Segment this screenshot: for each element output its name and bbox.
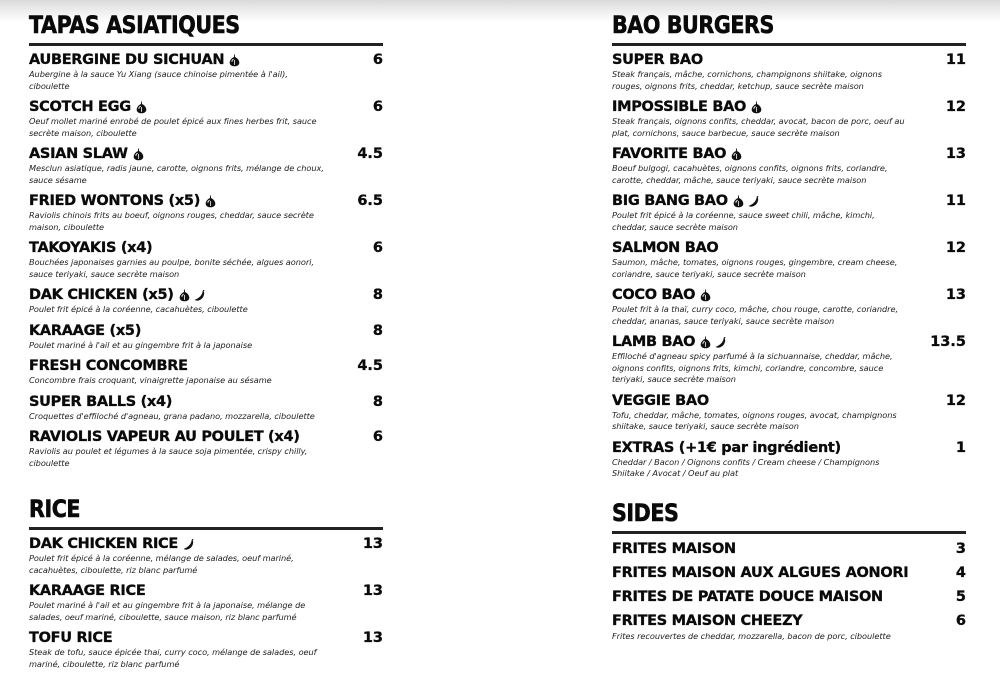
menu-item-name: FRESH CONCOMBRE <box>29 358 188 374</box>
menu-item-name-wrap <box>612 393 709 409</box>
menu-item-description: Poulet frit épicé à la coréenne, mélange de salades, oeuf mariné, cacahuètes, ciboulette, riz blanc parfumé <box>29 553 294 575</box>
menu-item-price: 6.5 <box>357 193 383 209</box>
menu-item-name-wrap <box>612 52 703 68</box>
chili-pepper-icon <box>193 288 206 302</box>
menu-item <box>612 333 966 386</box>
section-title: SIDES <box>612 499 679 527</box>
menu-item <box>29 286 383 316</box>
menu-item-price: 13 <box>362 583 383 599</box>
menu-item-icons <box>699 335 727 349</box>
garlic-icon <box>730 147 743 161</box>
menu-item-icons <box>182 537 195 551</box>
menu-item-price: 8 <box>372 393 383 410</box>
item-list <box>29 51 383 469</box>
menu-item <box>612 539 966 559</box>
menu-item-icons <box>699 288 712 302</box>
menu-item-price: 4.5 <box>357 358 383 374</box>
menu-item-name: TOFU RICE <box>29 630 113 646</box>
garlic-icon <box>699 288 712 302</box>
menu-item-name: EXTRAS (+1€ par ingrédient) <box>612 439 841 456</box>
menu-item-description: Steak de tofu, sauce épicée thai, curry coco, mélange de salades, oeuf mariné, ciboulette, riz blanc parfumé <box>29 647 317 669</box>
menu-item-price: 12 <box>945 240 966 256</box>
garlic-icon <box>750 100 763 114</box>
section-rice <box>29 496 383 676</box>
menu-item-name-wrap <box>29 583 145 599</box>
menu-item-price: 13 <box>362 536 383 552</box>
item-list <box>612 539 966 643</box>
menu-item-header <box>612 98 966 116</box>
menu-item-header <box>612 333 966 351</box>
menu-item-description: Poulet mariné à l'ail et au gingembre frit à la japonaise <box>29 339 253 350</box>
menu-item-icons <box>178 288 206 302</box>
menu-item-price: 4.5 <box>357 146 383 162</box>
menu-item-name: FRITES MAISON CHEEZY <box>612 613 803 629</box>
menu-item-description: Croquettes d'effiloché d'agneau, grana padano, mozzarella, ciboulette <box>29 410 315 421</box>
menu-item-name-wrap <box>29 323 141 339</box>
menu-item-description: Effiloché d'agneau spicy parfumé à la sichuannaise, cheddar, mâche, oignons confits, oignons frits, kimchi, coriandre, concombre, sauce teriyaki, sauce secrète maison <box>612 351 893 384</box>
menu-item-price: 4 <box>955 565 966 581</box>
menu-item-header <box>29 51 383 69</box>
chili-pepper-icon <box>747 194 760 208</box>
menu-item-description: Saumon, mâche, tomates, oignons rouges, gingembre, cream cheese, coriandre, sauce teriyaki, sauce secrète maison <box>612 257 898 279</box>
garlic-icon <box>135 100 148 114</box>
menu-item-name-wrap <box>612 613 802 629</box>
menu-item-name-wrap <box>612 287 712 303</box>
menu-item-name-wrap <box>29 146 145 162</box>
menu-item-icons <box>730 147 743 161</box>
menu-item <box>612 192 966 233</box>
menu-item-price: 5 <box>955 589 966 605</box>
section-title: TAPAS ASIATIQUES <box>29 11 240 39</box>
menu-item-price: 6 <box>955 613 966 629</box>
menu-item-header <box>29 239 383 257</box>
menu-item-name-wrap <box>612 440 841 456</box>
section-divider <box>29 43 383 46</box>
menu-item <box>29 51 383 92</box>
menu-item <box>612 51 966 92</box>
menu-item-description: Tofu, cheddar, mâche, tomates, oignons rouges, avocat, champignons shiitake, sauce teriyaki, sauce secrète maison <box>612 409 897 431</box>
menu-item-header <box>612 611 966 631</box>
menu-item-name: DAK CHICKEN (x5) <box>29 287 174 303</box>
menu-item <box>612 439 966 480</box>
menu-item-header <box>612 587 966 607</box>
menu-item <box>29 357 383 387</box>
menu-item-header <box>29 582 383 600</box>
garlic-icon <box>178 288 191 302</box>
menu-item-description: Poulet frit épicé à la coréenne, sauce sweet chili, mâche, kimchi, cheddar, sauce secrète maison <box>612 210 875 232</box>
menu-item-name: FRITES DE PATATE DOUCE MAISON <box>612 589 883 605</box>
menu-item <box>29 582 383 623</box>
menu-item-description: Mesclun asiatique, radis jaune, carotte, oignons frits, mélange de choux, sauce sésame <box>29 163 324 185</box>
menu-item-name-wrap <box>29 287 206 303</box>
menu-item-price: 6 <box>372 240 383 256</box>
menu-item-header <box>29 357 383 375</box>
menu-item-name: IMPOSSIBLE BAO <box>612 99 747 115</box>
garlic-icon <box>699 335 712 349</box>
menu-item-header <box>29 428 383 446</box>
menu-item-icons <box>732 194 760 208</box>
menu-item <box>29 322 383 352</box>
section-tapas <box>29 12 383 475</box>
menu-item-name: LAMB BAO <box>612 334 696 350</box>
menu-item-header <box>612 439 966 457</box>
menu-item-name: KARAAGE RICE <box>29 583 146 599</box>
menu-item-name: FAVORITE BAO <box>612 146 727 162</box>
menu-item-name-wrap <box>29 99 148 115</box>
menu-item-name-wrap <box>29 630 112 646</box>
menu-item-price: 8 <box>372 322 383 339</box>
menu-item <box>612 98 966 139</box>
menu-item-name-wrap <box>612 146 743 162</box>
menu-item-name: BIG BANG BAO <box>612 193 728 209</box>
menu-item-description: Cheddar / Bacon / Oignons confits / Cream cheese / Champignons Shiitake / Avocat / Oeuf au plat <box>612 456 880 478</box>
menu-item-header <box>29 192 383 210</box>
menu-item-name: SUPER BAO <box>612 52 703 68</box>
menu-item-price: 3 <box>955 541 966 557</box>
menu-item <box>612 239 966 280</box>
menu-item-header <box>612 392 966 410</box>
menu-item-header <box>612 51 966 69</box>
menu-item-name: FRITES MAISON AUX ALGUES AONORI <box>612 565 909 581</box>
menu-item-name: VEGGIE BAO <box>612 392 709 409</box>
menu-item-name-wrap <box>612 565 908 581</box>
menu-item-icons <box>228 53 241 67</box>
menu-item-header <box>612 145 966 163</box>
menu-item-description: Steak français, oignons confits, cheddar, avocat, bacon de porc, oeuf au plat, cornichons, sauce barbecue, sauce secrète maison <box>612 116 905 138</box>
menu-item-name-wrap <box>29 429 300 445</box>
section-divider <box>612 531 966 534</box>
menu-item-price: 12 <box>945 99 966 115</box>
menu-item-name-wrap <box>29 536 195 552</box>
menu-item-description: Raviolis chinois frits au boeuf, oignons rouges, cheddar, sauce secrète maison, ciboulette <box>29 210 314 232</box>
menu-item-header <box>612 563 966 583</box>
menu-item-description: Poulet frit à la thaï, curry coco, mâche, chou rouge, carotte, coriandre, cheddar, ananas, sauce teriyaki, sauce secrète maison <box>612 304 898 326</box>
menu-item-header <box>612 239 966 257</box>
menu-item-name: DAK CHICKEN RICE <box>29 536 178 552</box>
menu-item-name: AUBERGINE DU SICHUAN <box>29 52 225 68</box>
menu-item-price: 13 <box>945 146 966 162</box>
section-bao-burgers <box>612 12 966 486</box>
menu-item-name: TAKOYAKIS (x4) <box>29 240 153 256</box>
menu-item <box>612 563 966 583</box>
menu-item-price: 6 <box>372 99 383 115</box>
garlic-icon <box>204 194 217 208</box>
menu-item-description: Bouchées japonaises garnies au poulpe, bonite séchée, algues aonori, sauce teriyaki, sauce secrète maison <box>29 257 314 279</box>
menu-item <box>29 239 383 280</box>
menu-item-icons <box>132 147 145 161</box>
item-list <box>29 535 383 670</box>
menu-item-name-wrap <box>29 52 241 68</box>
menu-item-name-wrap <box>612 240 718 256</box>
menu-item-name-wrap <box>29 394 172 410</box>
menu-item-price: 1 <box>955 439 966 456</box>
menu-item-price: 6 <box>372 429 383 445</box>
menu-item-header <box>29 629 383 647</box>
menu-item <box>612 286 966 327</box>
menu-item-name-wrap <box>612 334 727 350</box>
garlic-icon <box>228 53 241 67</box>
menu-item-name: RAVIOLIS VAPEUR AU POULET (x4) <box>29 429 300 445</box>
menu-item-name-wrap <box>29 240 152 256</box>
menu-item <box>612 611 966 643</box>
menu-item-name: FRITES MAISON <box>612 541 736 557</box>
menu-item-price: 6 <box>372 52 383 68</box>
menu-item-header <box>29 145 383 163</box>
menu-item-description: Boeuf bulgogi, cacahuètes, oignons confits, oignons frits, coriandre, carotte, cheddar, mâche, sauce teriyaki, sauce secrète maison <box>612 163 888 185</box>
menu-item-price: 13.5 <box>930 334 966 350</box>
menu-item <box>612 587 966 607</box>
menu-item-description: Raviolis au poulet et légumes à la sauce soja pimentée, crispy chilly, ciboulette <box>29 446 308 468</box>
menu-item <box>29 192 383 233</box>
menu-item-header <box>29 286 383 304</box>
menu-item <box>29 98 383 139</box>
menu-item-description: Concombre frais croquant, vinaigrette japonaise au sésame <box>29 375 272 385</box>
menu-item-name: FRIED WONTONS (x5) <box>29 193 201 209</box>
menu-item <box>612 392 966 433</box>
menu-item-name-wrap <box>29 358 188 374</box>
menu-item-name: SCOTCH EGG <box>29 99 131 115</box>
chili-pepper-icon <box>714 335 727 349</box>
menu-item-name-wrap <box>612 589 883 605</box>
menu-item <box>29 629 383 670</box>
section-sides <box>612 500 966 647</box>
menu-item <box>29 393 383 423</box>
menu-item-price: 12 <box>945 392 966 409</box>
menu-item-header <box>612 539 966 559</box>
menu-item-name: SUPER BALLS (x4) <box>29 393 173 410</box>
menu-item-header <box>29 322 383 340</box>
menu-item-name-wrap <box>29 193 217 209</box>
menu-item-price: 11 <box>945 193 966 209</box>
menu-item-icons <box>204 194 217 208</box>
chili-pepper-icon <box>182 537 195 551</box>
menu-item-name-wrap <box>612 541 736 557</box>
menu-item-description: Oeuf mollet mariné enrobé de poulet épicé aux fines herbes frit, sauce secrète maison, ciboulette <box>29 116 317 138</box>
menu-item-header <box>612 286 966 304</box>
menu-item <box>29 535 383 576</box>
section-divider <box>29 527 383 530</box>
menu-item-header <box>29 535 383 553</box>
menu-item-name-wrap <box>612 193 760 209</box>
garlic-icon <box>132 147 145 161</box>
menu-item-description: Steak français, mâche, cornichons, champignons shiitake, oignons rouges, oignons frits, cheddar, ketchup, sauce secrète maison <box>612 69 882 91</box>
menu-item-name: KARAAGE (x5) <box>29 322 142 339</box>
menu-item-price: 8 <box>372 287 383 303</box>
menu-item-description: Aubergine à la sauce Yu Xiang (sauce chinoise pimentée à l'ail), ciboulette <box>29 69 288 91</box>
section-title: BAO BURGERS <box>612 11 774 39</box>
menu-item-price: 13 <box>945 287 966 303</box>
menu-item-description: Poulet mariné à l'ail et au gingembre frit à la japonaise, mélange de salades, oeuf mariné, ciboulette, sauce maison, riz blanc parfumé <box>29 600 306 622</box>
menu-item-header <box>29 98 383 116</box>
section-divider <box>612 43 966 46</box>
menu-item-description: Poulet frit épicé à la coréenne, cacahuètes, ciboulette <box>29 304 248 314</box>
item-list <box>612 51 966 480</box>
menu-item <box>612 145 966 186</box>
menu-item-header <box>29 393 383 411</box>
menu-item-name: ASIAN SLAW <box>29 146 128 162</box>
menu-item-icons <box>135 100 148 114</box>
menu-item <box>29 145 383 186</box>
menu-item-header <box>612 192 966 210</box>
section-title: RICE <box>29 495 81 523</box>
menu-item-icons <box>750 100 763 114</box>
menu-item-price: 11 <box>945 52 966 68</box>
menu-item-name: COCO BAO <box>612 287 696 303</box>
menu-item <box>29 428 383 469</box>
garlic-icon <box>732 194 745 208</box>
menu-item-price: 13 <box>362 630 383 646</box>
menu-item-description: Frites recouvertes de cheddar, mozzarella, bacon de porc, ciboulette <box>612 631 891 641</box>
menu-item-name-wrap <box>612 99 763 115</box>
menu-item-name: SALMON BAO <box>612 240 719 256</box>
